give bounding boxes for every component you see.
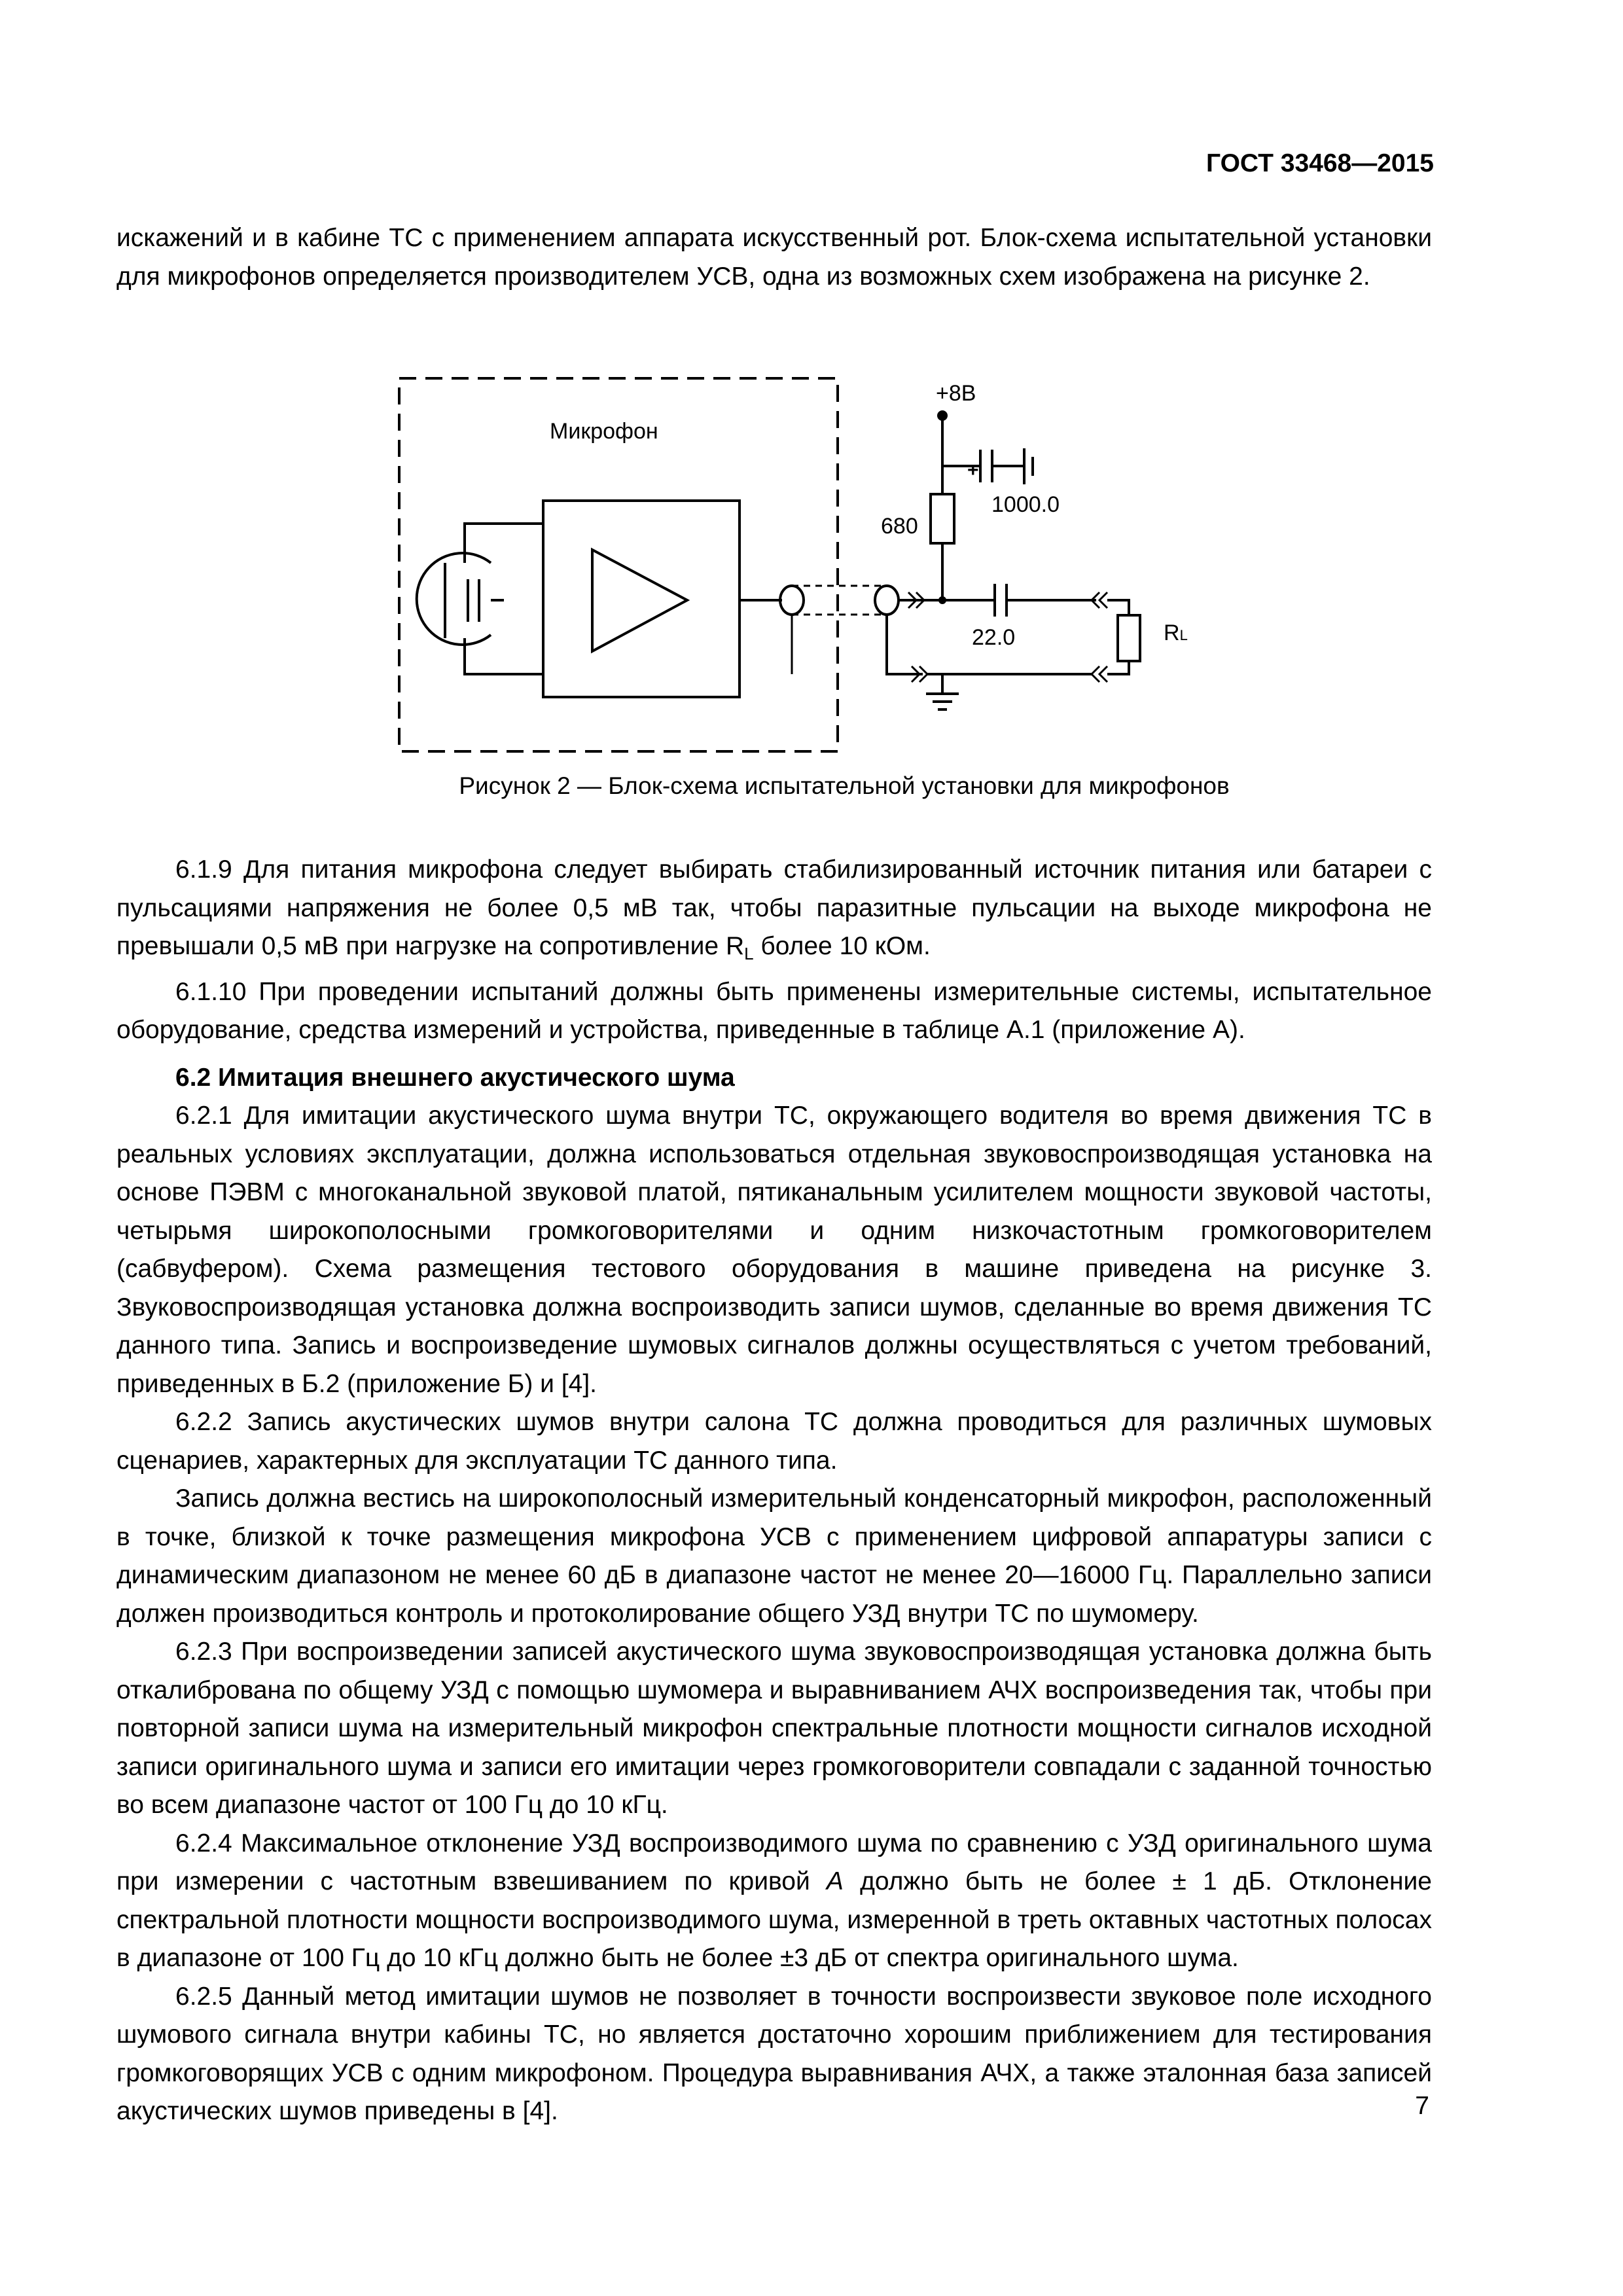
paragraph-6-1-9-end: более 10 кОм. [753, 932, 931, 960]
label-load-sub: L [1179, 627, 1188, 643]
paragraph-6-2-4-end: должно быть не более ± 1 дБ. Отклонение спектральной плотности мощности воспроизводимого шума, измеренной в треть октавных частотных полосах в диапазоне от 100 Гц до 10 кГц должно быть не более ±3 дБ от спектра оригинального шума. [116, 1867, 1432, 1972]
paragraph-6-2-4 [116, 1825, 1432, 1978]
resistor-680 [931, 494, 954, 543]
section-heading-6-2: 6.2 Имитация внешнего акустического шума [175, 1063, 735, 1092]
label-load-resistor [1164, 620, 1188, 645]
amplifier-box [543, 501, 740, 697]
paragraph-6-2-5: 6.2.5 Данный метод имитации шумов не позволяет в точности воспроизвести звуковое поле исходного шумового сигнала внутри кабины ТС, но является достаточно хорошим приближением для тестирования громкоговорящих УСВ с одним микрофоном. Процедура выравнивания АЧХ, а также эталонная база записей акустических шумов приведены в [4]. [116, 1982, 1432, 2125]
curve-a-label: А [826, 1867, 844, 1895]
label-plus: + [967, 459, 979, 481]
label-capacitor-22: 22.0 [972, 625, 1016, 650]
page-number: 7 [1415, 2092, 1429, 2120]
amplifier-triangle-icon [592, 550, 687, 651]
load-subscript: L [744, 944, 754, 963]
paragraph-6-2-4-start: 6.2.4 Максимальное отклонение УЗД воспроизводимого шума по сравнению с УЗД оригинального шума при измерении с частотным взвешиванием по кривой [116, 1829, 1432, 1895]
load-resistor [1118, 615, 1140, 661]
document-header: ГОСТ 33468—2015 [1206, 149, 1434, 177]
paragraph-6-2-2: 6.2.2 Запись акустических шумов внутри салона ТС должна проводиться для различных шумовых сценариев, характерных для эксплуатации ТС данного типа. [116, 1408, 1432, 1475]
paragraph-6-1-10: 6.1.10 При проведении испытаний должны быть применены измерительные системы, испытательное оборудование, средства измерений и устройства, приведенные в таблице А.1 (приложение А). [116, 977, 1432, 1044]
paragraph-6-1-9-text: 6.1.9 Для питания микрофона следует выбирать стабилизированный источник питания или батареи с пульсациями напряжения не более 0,5 мВ так, чтобы паразитные пульсации на выходе микрофона не превышали 0,5 мВ при нагрузке на сопротивление R [116, 855, 1432, 960]
paragraph-6-1-9 [116, 851, 1432, 973]
paragraph-6-2-3: 6.2.3 При воспроизведении записей акустического шума звуковоспроизводящая установка должна быть откалиброванa по общему УЗД с помощью шумомера и выравниванием АЧХ воспроизведения так, чтобы при повторной записи шума на измерительный микрофон спектральные плотности мощности сигналов исходной записи оригинального шума и записи его имитации через громкоговорители совпадали с заданной точностью во всем диапазоне частот от 100 Гц до 10 кГц. [116, 1638, 1432, 1819]
figure-caption: Рисунок 2 — Блок-схема испытательной установки для микрофонов [459, 772, 1230, 799]
figure-2-diagram [366, 367, 1217, 772]
label-supply: +8В [936, 381, 976, 406]
label-load-r: R [1164, 620, 1180, 645]
body-text-block [116, 851, 1432, 2131]
label-capacitor-1000: 1000.0 [991, 492, 1060, 517]
intro-paragraph: искажений и в кабине ТС с применением аппарата искусственный рот. Блок-схема испытательной установки для микрофонов определяется производителем УСВ, одна из возможных схем изображена на рисунке 2. [116, 224, 1432, 291]
paragraph-6-2-1: 6.2.1 Для имитации акустического шума внутри ТС, окружающего водителя во время движения ТС в реальных условиях эксплуатации, должна использоваться отдельная звуковоспроизводящая установка на основе ПЭВМ с многоканальной звуковой платой, пятиканальным усилителем мощности звуковой частоты, четырьмя широкополосными громкоговорителями и одним низкочастотным громкоговорителем (сабвуфером). Схема размещения тестового оборудования в машине приведена на рисунке 3. Звуковоспроизводящая установка должна воспроизводить записи шумов, сделанные во время движения ТС данного типа. Запись и воспроизведение шумовых сигналов должны осуществляться с учетом требований, приведенных в Б.2 (приложение Б) и [4]. [116, 1102, 1432, 1398]
paragraph-recording: Запись должна вестись на широкополосный измерительный конденсаторный микрофон, расположенный в точке, близкой к точке размещения микрофона УСВ с применением цифровой аппаратуры записи с динамическим диапазоном не менее 60 дБ в диапазоне частот не менее 20—16000 Гц. Параллельно записи должен производиться контроль и протоколирование общего УЗД внутри ТС по шумомеру. [116, 1484, 1432, 1628]
label-resistor-680: 680 [881, 514, 918, 539]
intro-paragraph-block [116, 219, 1432, 296]
label-microphone: Микрофон [550, 419, 658, 444]
